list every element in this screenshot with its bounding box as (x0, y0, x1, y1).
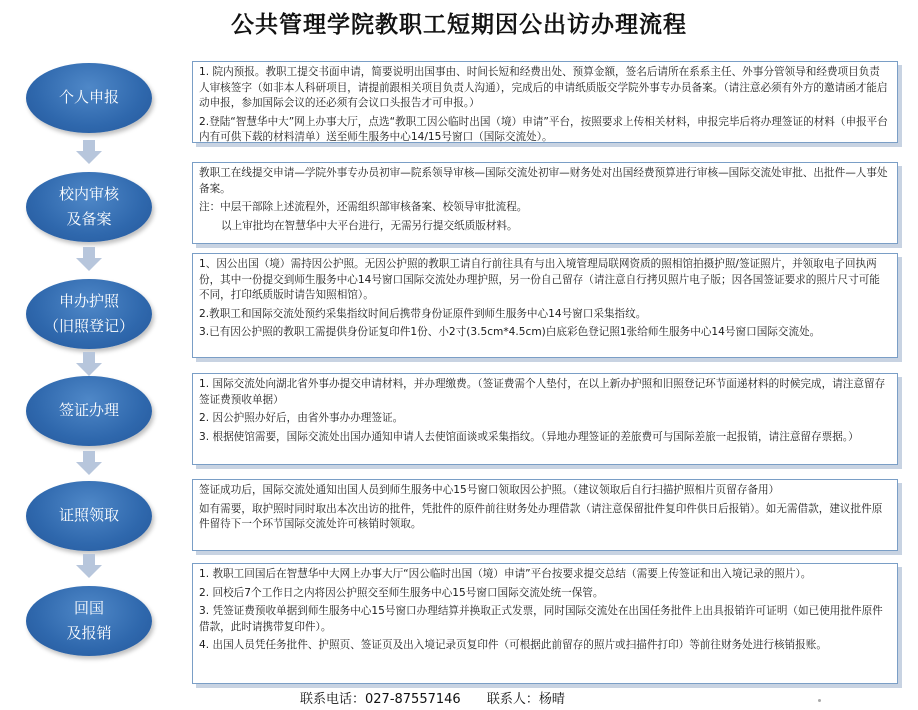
down-arrow-icon (76, 247, 102, 271)
step-label-line: 签证办理 (58, 401, 119, 420)
step-passport-application (26, 279, 152, 349)
step-label-line: （旧照登记） (43, 317, 134, 335)
detail-paragraph: 以上审批均在智慧华中大平台进行，无需另行提交纸质版材料。 (221, 219, 518, 232)
detail-paragraph: 2.教职工和国际交流处预约采集指纹时间后携带身份证原件到师生服务中心14号窗口采集指纹。 (199, 307, 647, 320)
contact-person: 联系人：杨晴 (486, 692, 565, 707)
down-arrow-icon (76, 140, 102, 164)
step-return-reimbursement (26, 586, 152, 656)
step-detail-box-visa-processing (192, 373, 898, 465)
step-detail-box-personal-application (192, 61, 898, 143)
detail-paragraph: 3. 凭签证费预收单据到师生服务中心15号窗口办理结算并换取正式发票，同时国际交流处在出国任务批件上出具报销许可证明（如已使用批件原件借款，此时请携带复印件）。 (199, 605, 883, 633)
detail-paragraph: 1. 院内预报。教职工提交书面申请，简要说明出国事由、时间长短和经费出处、预算金额，签名后请所在系系主任、外事分管领导和经费项目负责人审核签字（如非本人科研项目，请提前跟相关项目负责人沟通），完成后的申请纸质版交学院外事专办员备案。（请注意必须有外方的邀请函才能启动申报，参加国际会议的还必须有会议口头报告才可申报。） (199, 66, 888, 109)
detail-paragraph: 教职工在线提交申请—学院外事专办员初审—院系领导审核—国际交流处初审—财务处对出国经费预算进行审核—国际交流处审批、出批件—人事处备案。 (199, 167, 888, 195)
step-label-line: 个人申报 (58, 88, 119, 107)
step-label-line: 申办护照 (58, 291, 119, 310)
contact-footer (300, 688, 587, 707)
detail-paragraph: 注：中层干部除上述流程外，还需组织部审核备案、校领导审批流程。 (199, 201, 528, 213)
step-label-line: 及备案 (66, 210, 112, 228)
contact-phone: 联系电话：027-87557146 (300, 692, 461, 707)
step-detail-box-passport-application (192, 253, 898, 358)
step-label-line: 及报销 (66, 624, 112, 642)
down-arrow-icon (76, 554, 102, 578)
step-label-line: 校内审核 (58, 184, 119, 203)
detail-paragraph: 签证成功后，国际交流处通知出国人员到师生服务中心15号窗口领取因公护照。（建议领取后自行扫描护照相片页留存备用） (199, 484, 780, 496)
detail-paragraph: 1. 教职工回国后在智慧华中大网上办事大厅“因公临时出国（境）申请”平台按要求提交总结（需要上传签证和出入境记录的照片）。 (199, 568, 812, 580)
step-detail-box-document-collection (192, 479, 898, 551)
detail-paragraph: 4. 出国人员凭任务批件、护照页、签证页及出入境记录页复印件（可根据此前留存的照片或扫描件打印）等前往财务处进行核销报账。 (199, 639, 827, 651)
step-label-line: 证照领取 (58, 506, 119, 525)
step-detail-box-school-review (192, 162, 898, 244)
step-document-collection (26, 481, 152, 551)
step-label-line: 回国 (73, 598, 104, 617)
page-title: 公共管理学院教职工短期因公出访办理流程 (231, 12, 687, 38)
step-personal-application (26, 63, 152, 133)
detail-paragraph: 2. 因公护照办好后，由省外事办办理签证。 (199, 412, 404, 424)
detail-paragraph: 1. 国际交流处向湖北省外事办提交申请材料，并办理缴费。（签证费需个人垫付，在以上新办护照和旧照登记环节面递材料的时候完成，请注意留存签证费预收单据） (199, 378, 886, 406)
step-detail-box-return-reimbursement (192, 563, 898, 684)
step-visa-processing (26, 376, 152, 446)
down-arrow-icon (76, 451, 102, 475)
detail-paragraph: 2.登陆“智慧华中大”网上办事大厅，点选“教职工因公临时出国（境）申请”平台，按照要求上传相关材料，申报完毕后将办理签证的材料（申报平台内有可供下载的材料清单）送至师生服务中心14/15号窗口（国际交流处）。 (199, 115, 888, 143)
decorative-dot (818, 699, 821, 702)
detail-paragraph: 3. 根据使馆需要，国际交流处出国办通知申请人去使馆面谈或采集指纹。（异地办理签证的差旅费可与国际差旅一起报销，请注意留存票据。） (199, 430, 859, 443)
detail-paragraph: 1、因公出国（境）需持因公护照。无因公护照的教职工请自行前往具有与出入境管理局联网资质的照相馆拍摄护照/签证照片，并领取电子回执两份，其中一份提交到师生服务中心14号窗口国际交流处办理护照，另一份自己留存（请注意自行拷贝照片电子版；因各国签证要求的照片尺寸可能不同，打印纸质版时请告知照相馆）。 (199, 258, 880, 301)
detail-paragraph: 如有需要，取护照时同时取出本次出访的批件，凭批件的原件前往财务处办理借款（请注意保留批件复印件供日后报销）。如无需借款，建议批件原件留待下一个环节国际交流处许可核销时领取。 (199, 502, 883, 530)
detail-paragraph: 3.已有因公护照的教职工需提供身份证复印件1份、小2寸(3.5cm*4.5cm)白底彩色登记照1张给师生服务中心14号窗口国际交流处。 (199, 326, 821, 338)
step-school-review (26, 172, 152, 242)
down-arrow-icon (76, 352, 102, 376)
detail-paragraph: 2. 回校后7个工作日之内将因公护照交至师生服务中心15号窗口国际交流处统一保管。 (199, 586, 604, 599)
